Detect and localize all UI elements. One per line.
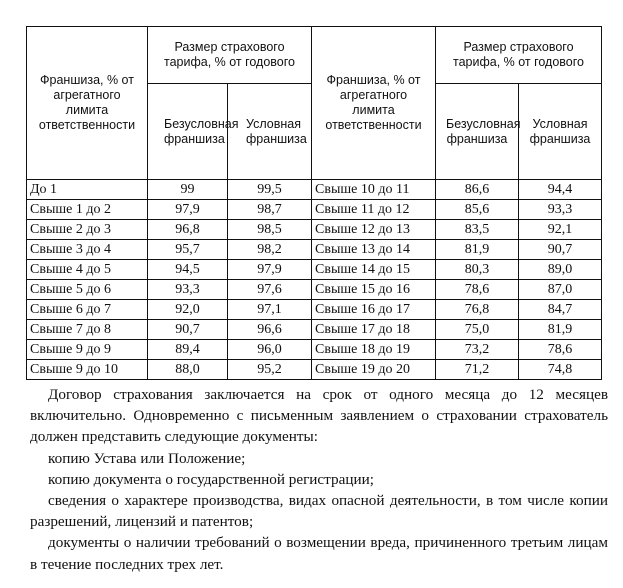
header-conditional-right: Условная франшиза bbox=[519, 84, 602, 180]
unconditional-value-cell: 80,3 bbox=[436, 260, 519, 280]
header-tariff-right: Размер страхового тарифа, % от годового bbox=[436, 27, 602, 84]
document-item-registration: копию документа о государственной регистрации; bbox=[48, 470, 374, 488]
document-item-damage-claims: документы о наличии требований о возмещении вреда, причиненного третьим лицам в течение последних трех лет. bbox=[30, 534, 608, 573]
conditional-value-cell: 74,8 bbox=[519, 360, 602, 380]
conditional-value-cell: 97,1 bbox=[228, 300, 312, 320]
table-row bbox=[27, 220, 602, 240]
table-row bbox=[27, 360, 602, 380]
unconditional-value-cell: 99 bbox=[148, 180, 228, 200]
unconditional-value-cell: 95,7 bbox=[148, 240, 228, 260]
unconditional-value-cell: 71,2 bbox=[436, 360, 519, 380]
conditional-value-cell: 93,3 bbox=[519, 200, 602, 220]
unconditional-value-cell: 94,5 bbox=[148, 260, 228, 280]
conditional-value-cell: 81,9 bbox=[519, 320, 602, 340]
franchise-range-cell: Свыше 17 до 18 bbox=[312, 320, 436, 340]
header-conditional-left: Условная франшиза bbox=[228, 84, 312, 180]
conditional-value-cell: 97,9 bbox=[228, 260, 312, 280]
unconditional-value-cell: 93,3 bbox=[148, 280, 228, 300]
franchise-range-cell: Свыше 3 до 4 bbox=[27, 240, 148, 260]
conditional-value-cell: 97,6 bbox=[228, 280, 312, 300]
unconditional-value-cell: 81,9 bbox=[436, 240, 519, 260]
table-row bbox=[27, 200, 602, 220]
conditional-value-cell: 98,7 bbox=[228, 200, 312, 220]
franchise-range-cell: Свыше 10 до 11 bbox=[312, 180, 436, 200]
franchise-range-cell: Свыше 7 до 8 bbox=[27, 320, 148, 340]
unconditional-value-cell: 90,7 bbox=[148, 320, 228, 340]
franchise-range-cell: Свыше 12 до 13 bbox=[312, 220, 436, 240]
franchise-range-cell: Свыше 13 до 14 bbox=[312, 240, 436, 260]
header-franchise-right: Франшиза, % от агрегатного лимита ответственности bbox=[312, 27, 436, 180]
unconditional-value-cell: 76,8 bbox=[436, 300, 519, 320]
unconditional-value-cell: 88,0 bbox=[148, 360, 228, 380]
conditional-value-cell: 96,0 bbox=[228, 340, 312, 360]
header-unconditional-right: Безусловная франшиза bbox=[436, 84, 519, 180]
franchise-range-cell: Свыше 14 до 15 bbox=[312, 260, 436, 280]
franchise-range-cell: Свыше 11 до 12 bbox=[312, 200, 436, 220]
header-tariff-left: Размер страхового тарифа, % от годового bbox=[148, 27, 312, 84]
contract-paragraph: Договор страхования заключается на срок от одного месяца до 12 месяцев включительно. Одновременно с письменным заявлением о страховании страхователь должен представить следующие документы: bbox=[30, 386, 608, 446]
tariff-table-body bbox=[27, 180, 602, 380]
franchise-range-cell: Свыше 1 до 2 bbox=[27, 200, 148, 220]
table-row bbox=[27, 340, 602, 360]
unconditional-value-cell: 92,0 bbox=[148, 300, 228, 320]
franchise-range-cell: Свыше 5 до 6 bbox=[27, 280, 148, 300]
unconditional-value-cell: 85,6 bbox=[436, 200, 519, 220]
unconditional-value-cell: 83,5 bbox=[436, 220, 519, 240]
table-row bbox=[27, 300, 602, 320]
body-text bbox=[30, 384, 608, 575]
conditional-value-cell: 78,6 bbox=[519, 340, 602, 360]
conditional-value-cell: 92,1 bbox=[519, 220, 602, 240]
unconditional-value-cell: 78,6 bbox=[436, 280, 519, 300]
conditional-value-cell: 87,0 bbox=[519, 280, 602, 300]
unconditional-value-cell: 73,2 bbox=[436, 340, 519, 360]
franchise-range-cell: Свыше 9 до 10 bbox=[27, 360, 148, 380]
unconditional-value-cell: 96,8 bbox=[148, 220, 228, 240]
unconditional-value-cell: 89,4 bbox=[148, 340, 228, 360]
tariff-table bbox=[26, 26, 602, 380]
document-item-production-info: сведения о характере производства, видах опасной деятельности, в том числе копии разрешений, лицензий и патентов; bbox=[30, 492, 608, 531]
header-unconditional-left: Безусловная франшиза bbox=[148, 84, 228, 180]
franchise-range-cell: Свыше 16 до 17 bbox=[312, 300, 436, 320]
unconditional-value-cell: 75,0 bbox=[436, 320, 519, 340]
header-franchise-left: Франшиза, % от агрегатного лимита ответственности bbox=[27, 27, 148, 180]
conditional-value-cell: 99,5 bbox=[228, 180, 312, 200]
table-row bbox=[27, 320, 602, 340]
conditional-value-cell: 96,6 bbox=[228, 320, 312, 340]
unconditional-value-cell: 97,9 bbox=[148, 200, 228, 220]
franchise-range-cell: Свыше 2 до 3 bbox=[27, 220, 148, 240]
conditional-value-cell: 98,2 bbox=[228, 240, 312, 260]
franchise-range-cell: Свыше 6 до 7 bbox=[27, 300, 148, 320]
franchise-range-cell: Свыше 15 до 16 bbox=[312, 280, 436, 300]
table-row bbox=[27, 280, 602, 300]
franchise-range-cell: Свыше 19 до 20 bbox=[312, 360, 436, 380]
conditional-value-cell: 84,7 bbox=[519, 300, 602, 320]
conditional-value-cell: 90,7 bbox=[519, 240, 602, 260]
conditional-value-cell: 98,5 bbox=[228, 220, 312, 240]
conditional-value-cell: 95,2 bbox=[228, 360, 312, 380]
table-row bbox=[27, 260, 602, 280]
franchise-range-cell: Свыше 18 до 19 bbox=[312, 340, 436, 360]
conditional-value-cell: 89,0 bbox=[519, 260, 602, 280]
document-item-charter: копию Устава или Положение; bbox=[48, 449, 246, 467]
unconditional-value-cell: 86,6 bbox=[436, 180, 519, 200]
franchise-range-cell: До 1 bbox=[27, 180, 148, 200]
franchise-range-cell: Свыше 4 до 5 bbox=[27, 260, 148, 280]
table-row bbox=[27, 240, 602, 260]
table-row bbox=[27, 180, 602, 200]
franchise-range-cell: Свыше 9 до 9 bbox=[27, 340, 148, 360]
conditional-value-cell: 94,4 bbox=[519, 180, 602, 200]
